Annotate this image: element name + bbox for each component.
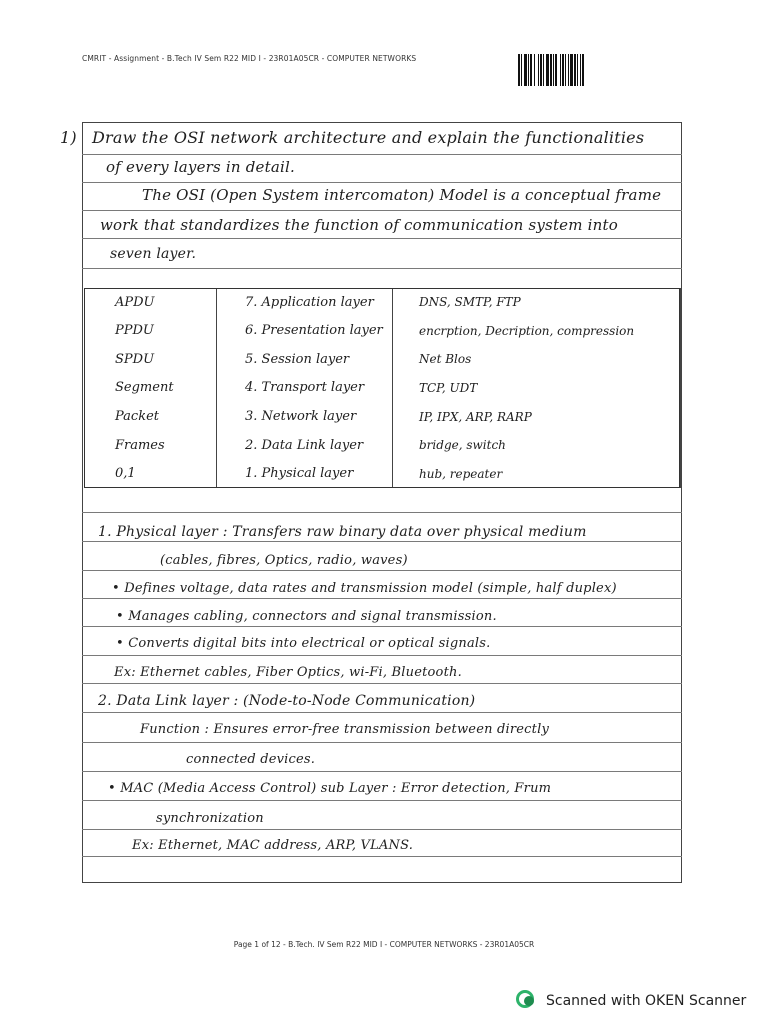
scanner-logo-icon xyxy=(516,990,538,1012)
pdu-cell: 0,1 xyxy=(85,459,217,488)
pdu-cell: PPDU xyxy=(85,317,217,346)
ruled-line xyxy=(82,570,682,571)
layer-cell: 3. Network layer xyxy=(217,402,393,431)
pdu-cell: Segment xyxy=(85,374,217,403)
answer-line: seven layer. xyxy=(110,246,197,262)
note-bullet: • Defines voltage, data rates and transmission model (simple, half duplex) xyxy=(112,581,617,596)
answer-sheet xyxy=(82,122,682,883)
ruled-line xyxy=(82,238,682,239)
table-row xyxy=(85,345,681,374)
answer-line: work that standardizes the function of communication system into xyxy=(100,216,618,234)
layer-cell: 5. Session layer xyxy=(217,345,393,374)
layer-cell: 1. Physical layer xyxy=(217,459,393,488)
scanner-label: Scanned with OKEN Scanner xyxy=(546,993,747,1009)
ruled-line xyxy=(82,771,682,772)
ruled-line xyxy=(82,512,682,513)
table-row xyxy=(85,288,681,317)
ruled-line xyxy=(82,856,682,857)
ruled-line xyxy=(82,683,682,684)
note-example: Ex: Ethernet cables, Fiber Optics, wi-Fi, Bluetooth. xyxy=(114,665,462,680)
table-row xyxy=(85,431,681,460)
question-line: of every layers in detail. xyxy=(106,158,295,176)
question-number: 1) xyxy=(60,128,77,147)
layer-cell: 6. Presentation layer xyxy=(217,317,393,346)
osi-layer-table xyxy=(84,288,681,488)
layer-cell: 4. Transport layer xyxy=(217,374,393,403)
protocol-cell: IP, IPX, ARP, RARP xyxy=(393,402,681,431)
ruled-line xyxy=(82,541,682,542)
protocol-cell: TCP, UDT xyxy=(393,374,681,403)
note-example: Ex: Ethernet, MAC address, ARP, VLANS. xyxy=(132,838,414,853)
protocol-cell: bridge, switch xyxy=(393,431,681,460)
scanner-watermark xyxy=(516,990,746,1012)
layer-cell: 7. Application layer xyxy=(217,288,393,317)
ruled-line xyxy=(82,829,682,830)
protocol-cell: DNS, SMTP, FTP xyxy=(393,288,681,317)
note-line: (cables, fibres, Optics, radio, waves) xyxy=(160,553,408,568)
note-line: synchronization xyxy=(156,811,264,826)
ruled-line xyxy=(82,154,682,155)
note-heading: 2. Data Link layer : (Node-to-Node Communication) xyxy=(98,693,476,709)
table-row xyxy=(85,459,681,488)
question-line: Draw the OSI network architecture and explain the functionalities xyxy=(92,128,645,147)
page-footer: Page 1 of 12 - B.Tech. IV Sem R22 MID I - COMPUTER NETWORKS - 23R01A05CR xyxy=(233,940,535,949)
ruled-line xyxy=(82,268,682,269)
pdu-cell: Packet xyxy=(85,402,217,431)
layer-cell: 2. Data Link layer xyxy=(217,431,393,460)
table-row xyxy=(85,317,681,346)
answer-line: The OSI (Open System intercomaton) Model is a conceptual frame xyxy=(142,186,662,204)
ruled-line xyxy=(82,800,682,801)
ruled-line xyxy=(82,182,682,183)
note-line: Function : Ensures error-free transmission between directly xyxy=(140,722,549,737)
note-bullet: • MAC (Media Access Control) sub Layer : Error detection, Frum xyxy=(108,781,552,796)
table-row xyxy=(85,374,681,403)
note-bullet: • Manages cabling, connectors and signal transmission. xyxy=(116,609,497,624)
ruled-line xyxy=(82,598,682,599)
barcode xyxy=(518,54,668,86)
protocol-cell: Net Blos xyxy=(393,345,681,374)
note-bullet: • Converts digital bits into electrical or optical signals. xyxy=(116,636,491,651)
page-header: CMRIT - Assignment - B.Tech IV Sem R22 MID I - 23R01A05CR - COMPUTER NETWORKS xyxy=(82,54,417,63)
ruled-line xyxy=(82,742,682,743)
ruled-line xyxy=(82,210,682,211)
note-heading: 1. Physical layer : Transfers raw binary data over physical medium xyxy=(98,524,587,540)
pdu-cell: Frames xyxy=(85,431,217,460)
ruled-line xyxy=(82,626,682,627)
note-line: connected devices. xyxy=(186,752,316,767)
protocol-cell: hub, repeater xyxy=(393,459,681,488)
protocol-cell: encrption, Decription, compression xyxy=(393,317,681,346)
ruled-line xyxy=(82,712,682,713)
pdu-cell: APDU xyxy=(85,288,217,317)
pdu-cell: SPDU xyxy=(85,345,217,374)
table-row xyxy=(85,402,681,431)
ruled-line xyxy=(82,655,682,656)
